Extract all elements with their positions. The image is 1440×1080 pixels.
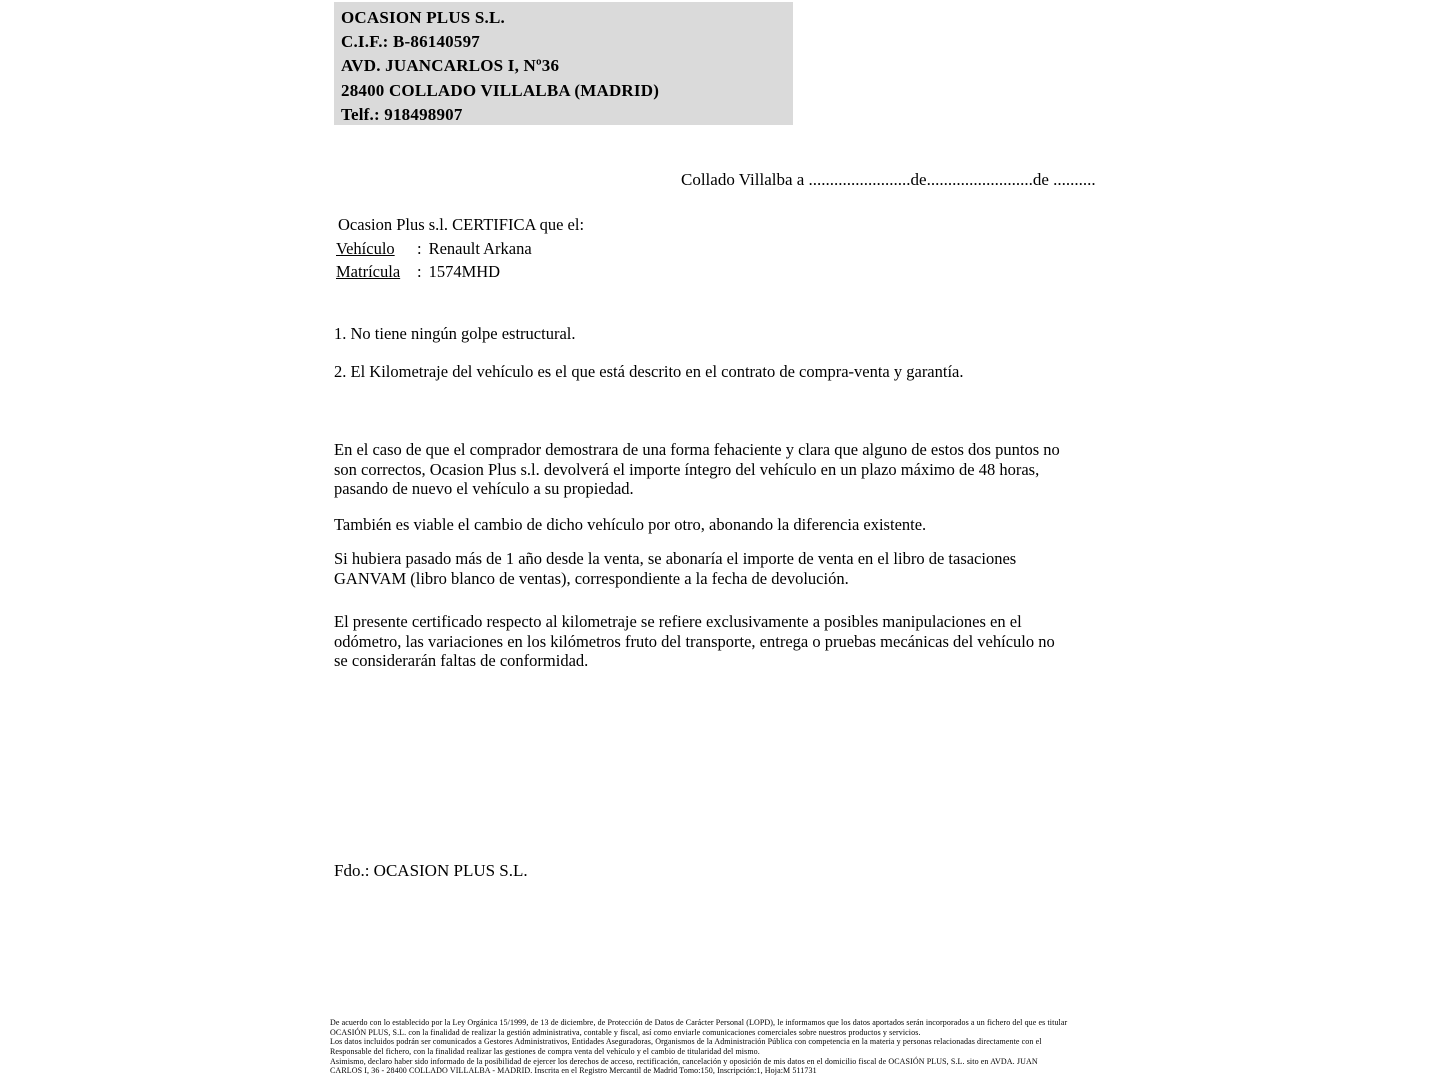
company-header-box xyxy=(334,2,793,125)
plate-value: 1574MHD xyxy=(428,262,501,281)
date-place-line: Collado Villalba a ........................de.........................de .......... xyxy=(681,170,1096,189)
paragraph-line: También es viable el cambio de dicho vehículo por otro, abonando la diferencia existente. xyxy=(334,515,927,534)
paragraph-ganvam-valuation xyxy=(334,549,1016,588)
company-city: 28400 COLLADO VILLALBA (MADRID) xyxy=(341,80,660,100)
company-phone: Telf.: 918498907 xyxy=(341,104,463,124)
paragraph-line: son correctos, Ocasion Plus s.l. devolverá el importe íntegro del vehículo en un plazo máximo de 48 horas, xyxy=(334,459,1040,479)
paragraph-line: El presente certificado respecto al kilometraje se refiere exclusivamente a posibles manipulaciones en el xyxy=(334,612,1022,631)
legal-line: De acuerdo con lo establecido por la Ley Orgánica 15/1999, de 13 de diciembre, de Protección de Datos de Carácter Personal (LOPD), le informamos que los datos aportados serán incorporados a un fichero del que es titular xyxy=(330,1018,1068,1027)
paragraph-refund-policy xyxy=(334,440,1060,499)
paragraph-line: Si hubiera pasado más de 1 año desde la venta, se abonaría el importe de venta en el libro de tasaciones xyxy=(334,549,1017,568)
paragraph-line: pasando de nuevo el vehículo a su propiedad. xyxy=(334,479,634,499)
legal-line: CARLOS I, 36 - 28400 COLLADO VILLALBA - MADRID. Inscrita en el Registro Mercantil de Madrid Tomo:150, Inscripción:1, Hoja:M 511731 xyxy=(330,1066,817,1076)
legal-line: Asimismo, declaro haber sido informado de la posibilidad de ejercer los derechos de acceso, rectificación, cancelación y oposición de mis datos en el domicilio fiscal de OCASIÓN PLUS, S.L. sito en AVDA. JUAN xyxy=(330,1056,1038,1066)
paragraph-exchange-option xyxy=(334,515,926,535)
paragraph-line: odómetro, las variaciones en los kilómetros fruto del transporte, entrega o pruebas mecánicas del vehículo no xyxy=(334,631,1055,651)
vehicle-field-row xyxy=(336,239,532,259)
clause-no-structural-damage: 1. No tiene ningún golpe estructural. xyxy=(334,324,576,343)
vehicle-label: Vehículo xyxy=(336,239,395,258)
company-address: AVD. JUANCARLOS I, Nº36 xyxy=(341,56,560,76)
paragraph-odometer-disclaimer xyxy=(334,612,1055,671)
plate-field-row xyxy=(336,262,500,282)
company-cif: C.I.F.: B-86140597 xyxy=(341,32,480,52)
legal-footer xyxy=(330,1018,1067,1076)
signature-line: Fdo.: OCASION PLUS S.L. xyxy=(334,861,528,880)
plate-separator: : xyxy=(417,262,422,281)
vehicle-separator: : xyxy=(417,239,422,258)
clause-mileage: 2. El Kilometraje del vehículo es el que está descrito en el contrato de compra-venta y garantía. xyxy=(334,362,964,381)
vehicle-label-wrap xyxy=(336,239,417,259)
legal-line: Responsable del fichero, con la finalidad realizar las gestiones de compra venta del vehículo y el cambio de titularidad del mismo. xyxy=(330,1046,760,1056)
legal-line: OCASIÓN PLUS, S.L. con la finalidad de realizar la gestión administrativa, contable y fiscal, así como enviarle comunicaciones comerciales sobre nuestros productos y servicios. xyxy=(330,1027,921,1037)
vehicle-value: Renault Arkana xyxy=(428,239,532,258)
certifies-intro: Ocasion Plus s.l. CERTIFICA que el: xyxy=(338,215,585,234)
paragraph-line: se considerarán faltas de conformidad. xyxy=(334,651,589,671)
plate-label-wrap xyxy=(336,262,417,282)
paragraph-line: GANVAM (libro blanco de ventas), correspondiente a la fecha de devolución. xyxy=(334,568,849,588)
plate-label: Matrícula xyxy=(336,262,401,281)
legal-line: Los datos incluidos podrán ser comunicados a Gestores Administrativos, Entidades Aseguradoras, Organismos de la Administración Pública con competencia en la materia y personas relacionadas directamente con el xyxy=(330,1037,1042,1047)
paragraph-line: En el caso de que el comprador demostrara de una forma fehaciente y clara que alguno de estos dos puntos no xyxy=(334,440,1060,459)
company-name: OCASION PLUS S.L. xyxy=(341,8,505,27)
